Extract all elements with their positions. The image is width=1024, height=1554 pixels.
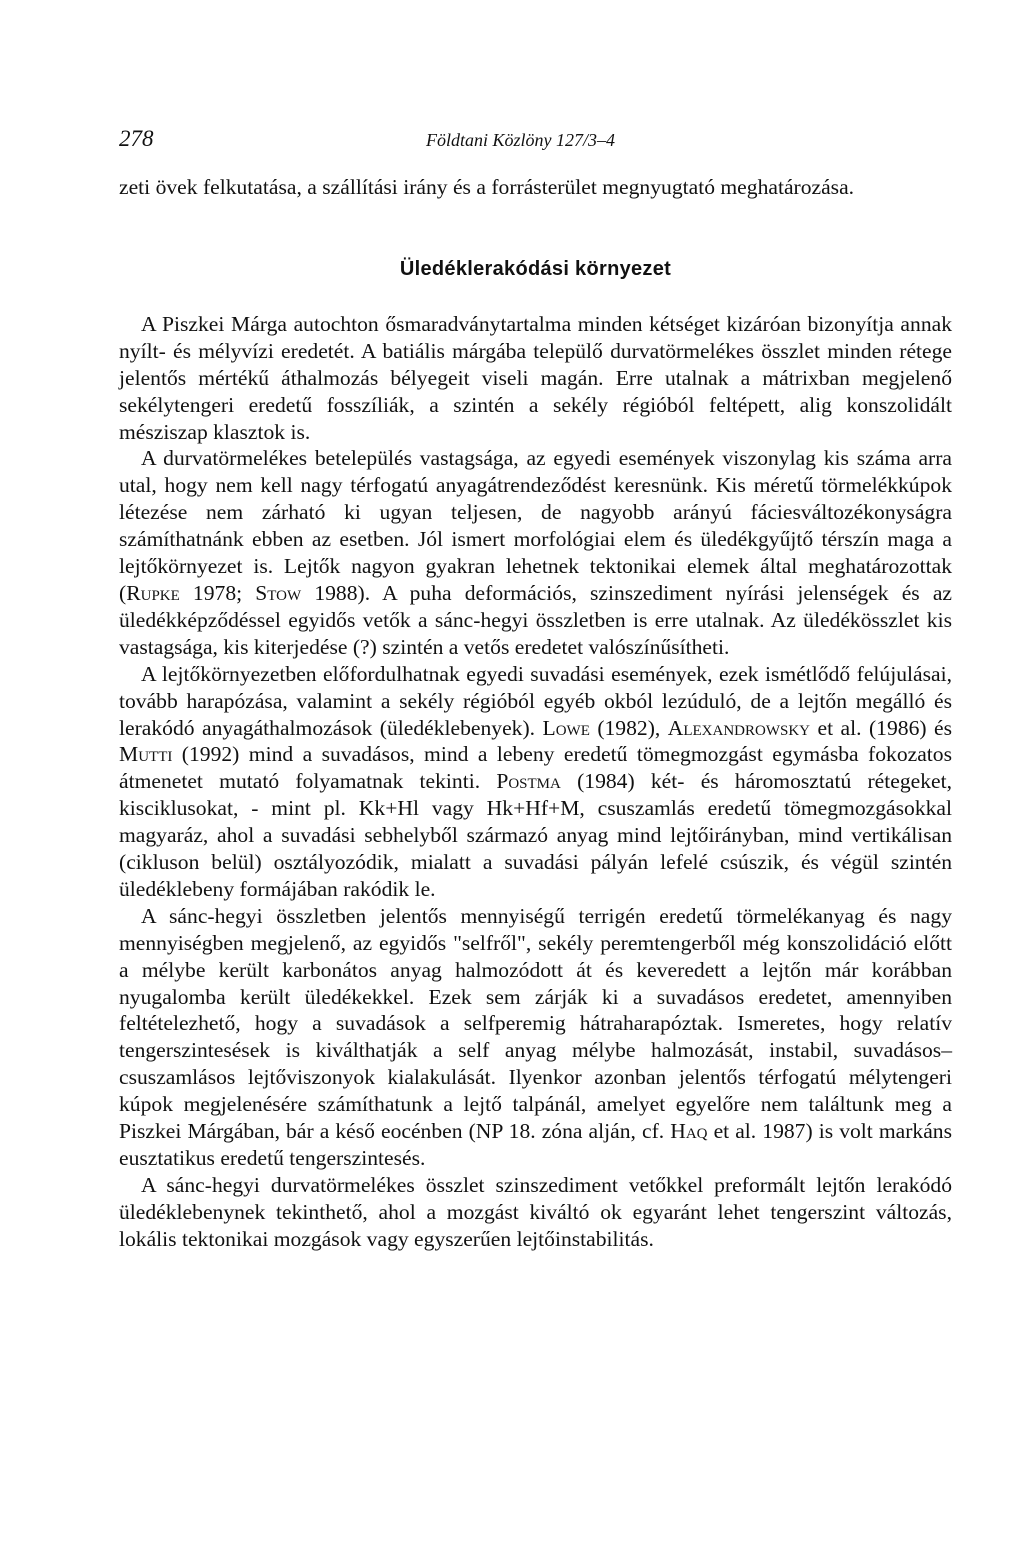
paragraph-continuation: zeti övek felkutatása, a szállítási irány és a forrásterület megnyugtató meghatározása.	[119, 175, 855, 199]
citation-author: Alexandrowsky	[667, 715, 811, 740]
citation-author: Postma	[496, 769, 561, 794]
citation-author: Lowe	[542, 715, 590, 740]
running-head	[119, 126, 952, 156]
journal-title: Földtani Közlöny 127/3–4	[426, 130, 615, 150]
citation-author: Stow	[255, 580, 302, 605]
paragraph-text: A durvatörmelékes betelepülés vastagsága, az egyedi események viszonylag kis száma arra utal, hogy nem kell nagy térfogatú anyagátrendeződést keresnünk. Kis méretű törmelékkúpok létezése nem zárható ki ugyan teljesen, de nagyobb arányú fáciesváltozékonyságra számíthatnánk ebben az esetben. Jól ismert morfológiai elem és üledékgyűjtő térszín maga a lejtőkörnyezet is. Lejtők nagyon gyakran lehetnek tektonikai elemek által meghatározottak (	[119, 446, 952, 605]
citation-author: Haq	[670, 1119, 708, 1144]
paragraph-text: 1978;	[179, 580, 256, 605]
paragraph-text: et al. (1986) és	[810, 715, 953, 740]
paragraph-text: A lejtőkörnyezetben előfordulhatnak egyedi suvadási események, ezek ismétlődő felújulásai, tovább harapózása, valamint a sekély régióból egyéb okból lezúduló, de a lejtőn megálló és lerakódó anyagáthalmozások (üledéklebenyek).	[119, 661, 952, 740]
citation-author: Rupke	[126, 580, 180, 605]
paragraph-text: (1982),	[589, 715, 668, 740]
citation-author: Mutti	[119, 742, 173, 767]
section-heading: Üledéklerakódási környezet	[399, 257, 672, 280]
paragraph-5: A sánc-hegyi durvatörmelékes összlet szinszediment vetőkkel preformált lejtőn lerakódó üledéklebenynek tekinthető, ahol a mozgást kiváltó ok egyaránt lehet tengerszint változás, lokális tektonikai mozgások vagy egyszerűen lejtőinstabilitás.	[119, 1172, 952, 1251]
paragraph-2	[119, 445, 952, 660]
paragraph-text: (1992) mind a suvadásos, mind a lebeny eredetű tömegmozgást egymásba fokozatos átmenetet mutató folyamatnak tekinti.	[119, 742, 952, 794]
paragraph-text: (1984) két- és háromosztatú rétegeket, kisciklusokat, - mint pl. Kk+Hl vagy Hk+Hf+M, csuszamlás eredetű tömegmozgásokkal magyaráz, ahol a suvadási sebhelyből származó anyag mind lejtőirányban, mind vertikálisan (cikluson belül) osztályozódik, mialatt a suvadási pályán lefelé csúszik, és végül szintén üledéklebeny formájában rakódik le.	[119, 769, 952, 901]
paragraph-text: A sánc-hegyi összletben jelentős mennyiségű terrigén eredetű törmelékanyag és nagy mennyiségben megjelenő, az egyidős "selfről", sekély peremtengerből még konszolidáció előtt a mélybe került karbonátos anyag halmozódott át és keveredett a lejtőn már korábban nyugalomba került üledékekkel. Ezek sem zárják ki a suvadásos eredetet, amennyiben feltételezhető, hogy a suvadások a selfperemig hátraharapóztak. Ismeretes, hogy relatív tengerszintesések is kiválthatják a self anyag mélybe halmozását, instabil, suvadásos–csuszamlásos lejtőviszonyok kialakulását. Ilyenkor azonban jelentős térfogatú mélytengeri kúpok megjelenésére számíthatunk a lejtő talpánál, amelyet egyelőre nem találtunk meg a Piszkei Márgában, bár a késő eocénben (NP 18. zóna alján, cf.	[119, 903, 952, 1144]
paragraph-text: et al. 1987) is volt markáns eusztatikus eredetű tengerszintesés.	[119, 1119, 953, 1170]
page-number: 278	[119, 126, 154, 151]
paragraph-3	[119, 661, 952, 903]
paragraph-text: 1988). A puha deformációs, szinszediment nyírási jelenségek és az üledékképződéssel egyidős vetők a sánc-hegyi összletben is erre utalnak. Az üledékösszlet kis vastagsága, kis kiterjedése (?) szintén a vetős eredetet valószínűsítheti.	[119, 580, 953, 659]
paragraph-4	[119, 903, 952, 1172]
body-text	[119, 174, 952, 1253]
paragraph-1: A Piszkei Márga autochton ősmaradványtartalma minden kétséget kizáróan bizonyítja annak nyílt- és mélyvízi eredetét. A batiális márgába települő durvatörmelékes összlet minden rétege jelentős mértékű áthalmozás bélyegeit viseli magán. Erre utalnak a mátrixban megjelenő sekélytengeri eredetű fosszíliák, a szintén a sekély régióból feltépett, alig konszolidált mésziszap klasztok is.	[119, 311, 952, 444]
